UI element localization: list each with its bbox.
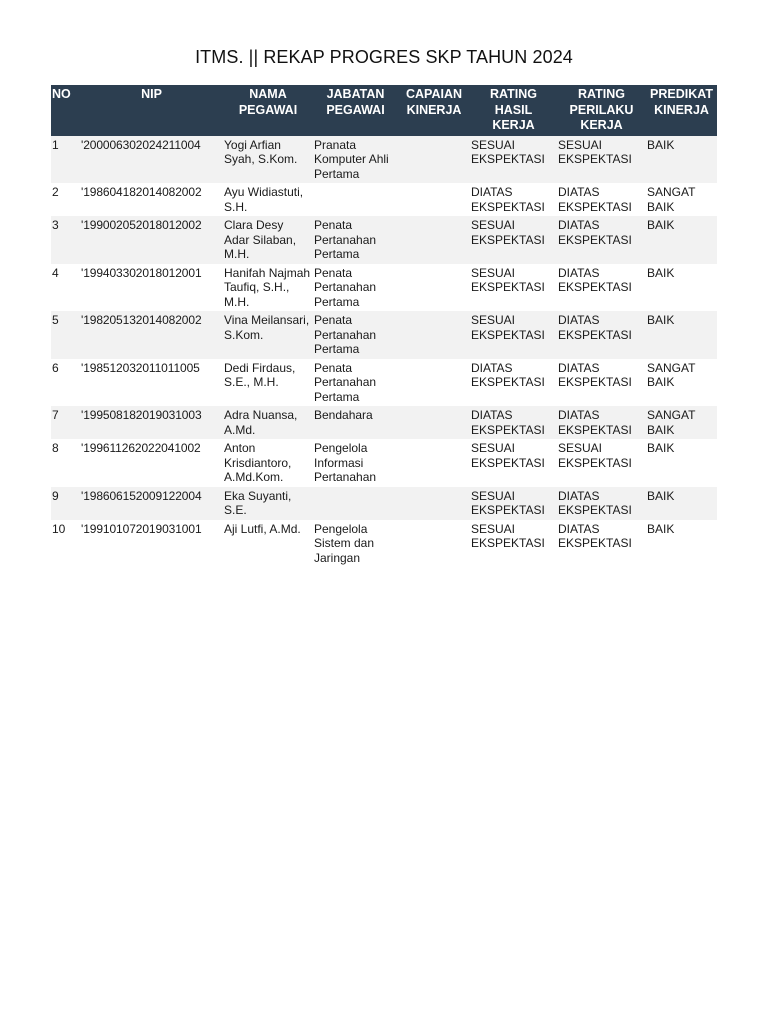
header-capaian-line2: KINERJA	[406, 102, 462, 117]
cell-jabatan-pegawai: Pengelola Informasi Pertanahan	[313, 439, 398, 487]
cell-jabatan-pegawai	[313, 487, 398, 520]
cell-jabatan-pegawai: Penata Pertanahan Pertama	[313, 264, 398, 312]
cell-no: 7	[51, 406, 80, 439]
cell-rating-perilaku-kerja: SESUAI EKSPEKTASI	[557, 136, 646, 184]
cell-nip: '199508182019031003	[80, 406, 223, 439]
cell-rating-hasil-kerja: SESUAI EKSPEKTASI	[470, 264, 557, 312]
cell-capaian-kinerja	[398, 487, 470, 520]
cell-capaian-kinerja	[398, 439, 470, 487]
header-nama-line1: NAMA	[249, 87, 287, 101]
cell-rating-perilaku-kerja: DIATAS EKSPEKTASI	[557, 311, 646, 359]
cell-rating-perilaku-kerja: DIATAS EKSPEKTASI	[557, 406, 646, 439]
cell-nama-pegawai: Anton Krisdiantoro, A.Md.Kom.	[223, 439, 313, 487]
header-rhk-line3: KERJA	[492, 118, 535, 132]
cell-capaian-kinerja	[398, 183, 470, 216]
cell-rating-perilaku-kerja: DIATAS EKSPEKTASI	[557, 183, 646, 216]
cell-rating-hasil-kerja: SESUAI EKSPEKTASI	[470, 216, 557, 264]
cell-rating-perilaku-kerja: SESUAI EKSPEKTASI	[557, 439, 646, 487]
header-rhk-line1: RATING	[490, 87, 537, 101]
header-jabatan-pegawai	[313, 85, 398, 136]
table-row	[51, 264, 717, 312]
header-nip: NIP	[80, 85, 223, 136]
skp-report-table	[51, 85, 717, 567]
header-rating-perilaku-kerja	[557, 85, 646, 136]
cell-no: 9	[51, 487, 80, 520]
cell-no: 8	[51, 439, 80, 487]
cell-rating-hasil-kerja: SESUAI EKSPEKTASI	[470, 439, 557, 487]
header-no: NO	[51, 85, 80, 136]
cell-capaian-kinerja	[398, 264, 470, 312]
cell-capaian-kinerja	[398, 216, 470, 264]
header-predikat-line2: KINERJA	[654, 102, 709, 117]
cell-jabatan-pegawai	[313, 183, 398, 216]
cell-capaian-kinerja	[398, 136, 470, 184]
cell-nip: '198606152009122004	[80, 487, 223, 520]
header-jabatan-line2: PEGAWAI	[326, 102, 385, 117]
cell-rating-perilaku-kerja: DIATAS EKSPEKTASI	[557, 359, 646, 407]
cell-jabatan-pegawai: Pengelola Sistem dan Jaringan	[313, 520, 398, 568]
cell-predikat-kinerja: BAIK	[646, 216, 717, 264]
cell-nip: '199002052018012002	[80, 216, 223, 264]
cell-no: 5	[51, 311, 80, 359]
table-header	[51, 85, 717, 136]
cell-rating-perilaku-kerja: DIATAS EKSPEKTASI	[557, 264, 646, 312]
cell-rating-hasil-kerja: DIATAS EKSPEKTASI	[470, 359, 557, 407]
header-predikat-line1: PREDIKAT	[650, 87, 713, 101]
table-row	[51, 183, 717, 216]
table-row	[51, 136, 717, 184]
cell-nip: '198604182014082002	[80, 183, 223, 216]
cell-rating-perilaku-kerja: DIATAS EKSPEKTASI	[557, 520, 646, 568]
cell-nip: '198512032011011005	[80, 359, 223, 407]
cell-nip: '199403302018012001	[80, 264, 223, 312]
table-row	[51, 439, 717, 487]
header-rpk-line2: PERILAKU	[569, 102, 634, 117]
cell-no: 3	[51, 216, 80, 264]
header-capaian-kinerja	[398, 85, 470, 136]
table-row	[51, 487, 717, 520]
cell-nip: '198205132014082002	[80, 311, 223, 359]
table-row	[51, 406, 717, 439]
page-title: ITMS. || REKAP PROGRES SKP TAHUN 2024	[195, 47, 573, 67]
cell-nama-pegawai: Aji Lutfi, A.Md.	[223, 520, 313, 568]
cell-no: 4	[51, 264, 80, 312]
table-row	[51, 520, 717, 568]
cell-nama-pegawai: Vina Meilansari, S.Kom.	[223, 311, 313, 359]
cell-nama-pegawai: Hanifah Najmah Taufiq, S.H., M.H.	[223, 264, 313, 312]
header-rpk-line3: KERJA	[580, 118, 623, 132]
cell-predikat-kinerja: BAIK	[646, 311, 717, 359]
cell-rating-hasil-kerja: SESUAI EKSPEKTASI	[470, 487, 557, 520]
header-capaian-line1: CAPAIAN	[405, 87, 463, 101]
cell-predikat-kinerja: SANGAT BAIK	[646, 406, 717, 439]
table-row	[51, 359, 717, 407]
cell-jabatan-pegawai: Bendahara	[313, 406, 398, 439]
cell-predikat-kinerja: SANGAT BAIK	[646, 183, 717, 216]
cell-no: 1	[51, 136, 80, 184]
cell-capaian-kinerja	[398, 311, 470, 359]
cell-capaian-kinerja	[398, 406, 470, 439]
cell-no: 2	[51, 183, 80, 216]
cell-jabatan-pegawai: Penata Pertanahan Pertama	[313, 359, 398, 407]
cell-rating-hasil-kerja: SESUAI EKSPEKTASI	[470, 136, 557, 184]
cell-predikat-kinerja: BAIK	[646, 439, 717, 487]
cell-jabatan-pegawai: Penata Pertanahan Pertama	[313, 216, 398, 264]
cell-jabatan-pegawai: Pranata Komputer Ahli Pertama	[313, 136, 398, 184]
cell-rating-hasil-kerja: SESUAI EKSPEKTASI	[470, 311, 557, 359]
cell-predikat-kinerja: BAIK	[646, 487, 717, 520]
cell-nip: '199101072019031001	[80, 520, 223, 568]
cell-rating-hasil-kerja: DIATAS EKSPEKTASI	[470, 183, 557, 216]
cell-nama-pegawai: Dedi Firdaus, S.E., M.H.	[223, 359, 313, 407]
cell-rating-hasil-kerja: SESUAI EKSPEKTASI	[470, 520, 557, 568]
cell-capaian-kinerja	[398, 520, 470, 568]
cell-predikat-kinerja: BAIK	[646, 264, 717, 312]
table-row	[51, 311, 717, 359]
header-rhk-line2: HASIL	[494, 102, 533, 117]
cell-predikat-kinerja: SANGAT BAIK	[646, 359, 717, 407]
header-nama-pegawai	[223, 85, 313, 136]
cell-nama-pegawai: Eka Suyanti, S.E.	[223, 487, 313, 520]
header-nama-line2: PEGAWAI	[238, 102, 298, 117]
cell-nip: '200006302024211004	[80, 136, 223, 184]
cell-rating-perilaku-kerja: DIATAS EKSPEKTASI	[557, 216, 646, 264]
cell-nip: '199611262022041002	[80, 439, 223, 487]
cell-predikat-kinerja: BAIK	[646, 136, 717, 184]
cell-no: 10	[51, 520, 80, 568]
header-predikat-kinerja	[646, 85, 717, 136]
cell-no: 6	[51, 359, 80, 407]
cell-rating-perilaku-kerja: DIATAS EKSPEKTASI	[557, 487, 646, 520]
cell-nama-pegawai: Ayu Widiastuti, S.H.	[223, 183, 313, 216]
header-rpk-line1: RATING	[578, 87, 625, 101]
header-jabatan-line1: JABATAN	[326, 87, 385, 101]
cell-jabatan-pegawai: Penata Pertanahan Pertama	[313, 311, 398, 359]
cell-predikat-kinerja: BAIK	[646, 520, 717, 568]
cell-capaian-kinerja	[398, 359, 470, 407]
table-body	[51, 136, 717, 568]
cell-nama-pegawai: Yogi Arfian Syah, S.Kom.	[223, 136, 313, 184]
cell-rating-hasil-kerja: DIATAS EKSPEKTASI	[470, 406, 557, 439]
header-rating-hasil-kerja	[470, 85, 557, 136]
table-row	[51, 216, 717, 264]
cell-nama-pegawai: Adra Nuansa, A.Md.	[223, 406, 313, 439]
cell-nama-pegawai: Clara Desy Adar Silaban, M.H.	[223, 216, 313, 264]
